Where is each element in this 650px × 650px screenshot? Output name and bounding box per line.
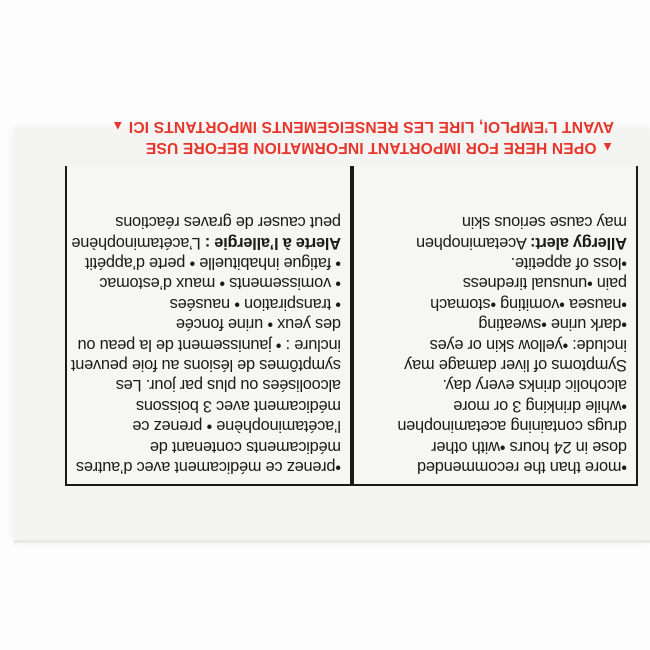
- open-here-english-text: OPEN HERE FOR IMPORTANT INFORMATION BEFORE USE: [145, 139, 597, 156]
- fr-allergy-line: [71, 232, 341, 252]
- en-line: •dark urine •sweating: [478, 315, 627, 334]
- fr-line: • vomissements • maux d’estomac: [99, 274, 341, 293]
- open-here-english: [14, 137, 614, 158]
- en-line: •loss of appetite.: [510, 253, 627, 272]
- open-here-notice: [14, 116, 614, 158]
- en-line: Symptoms of liver damage may: [404, 355, 627, 374]
- fr-line: •prenez ce médicament avec d’autres: [76, 458, 341, 476]
- fr-line: inclure : • jaunissement de la peau ou: [77, 335, 341, 354]
- open-here-french-text: AVANT L’EMPLOI, LIRE LES RENSEIGEMENTS IMPORTANTS ICI: [128, 118, 614, 135]
- french-warning-panel: [65, 166, 352, 486]
- triangle-icon: ▲: [600, 140, 614, 155]
- en-line: dose in 24 hours •with other: [431, 437, 627, 456]
- fr-line: l’acétaminophène • prenez ce: [132, 417, 341, 436]
- fr-line: alcoolisées ou plus par jour. Les: [115, 376, 341, 395]
- en-line: •more than the recommended: [417, 458, 627, 476]
- en-allergy-line: [362, 232, 627, 252]
- en-line: drugs containing acetaminophen: [397, 417, 627, 436]
- en-line: pain •unusual tiredness: [462, 274, 627, 293]
- en-allergy-text: Acetaminophen: [416, 233, 531, 252]
- en-allergy-heading: Allergy alert:: [530, 233, 627, 252]
- triangle-icon: ▲: [111, 119, 125, 134]
- fr-line: symptômes de lésions au foie peuvent: [71, 355, 341, 374]
- english-warning-panel: [352, 166, 638, 486]
- english-text: [354, 212, 636, 484]
- fr-line: des yeux • urine foncée: [176, 315, 341, 334]
- fr-line: • fatigue inhabituelle • perte d’appétit: [85, 253, 341, 272]
- en-line: •while drinking 3 or more: [453, 396, 627, 415]
- en-line: •nausea •vomiting •stomach: [430, 294, 627, 313]
- upside-down-label: [14, 118, 650, 542]
- fr-line: médicaments contenant de: [150, 437, 341, 456]
- en-line: alcoholic drinks every day.: [442, 376, 627, 395]
- fr-allergy-text: L’acétaminophène: [71, 233, 206, 252]
- en-line: may cause serious skin: [462, 213, 627, 232]
- en-line: include: •yellow skin or eyes: [429, 335, 627, 354]
- fr-line: • transpiration • nausées: [169, 294, 341, 313]
- french-text: [67, 212, 350, 484]
- open-here-french: [14, 116, 614, 137]
- fr-allergy-heading: Alerte à l’allergie :: [205, 233, 341, 252]
- fr-line: médicament avec 3 boissons: [136, 396, 341, 415]
- fr-line: peut causer de graves réactions: [115, 213, 341, 232]
